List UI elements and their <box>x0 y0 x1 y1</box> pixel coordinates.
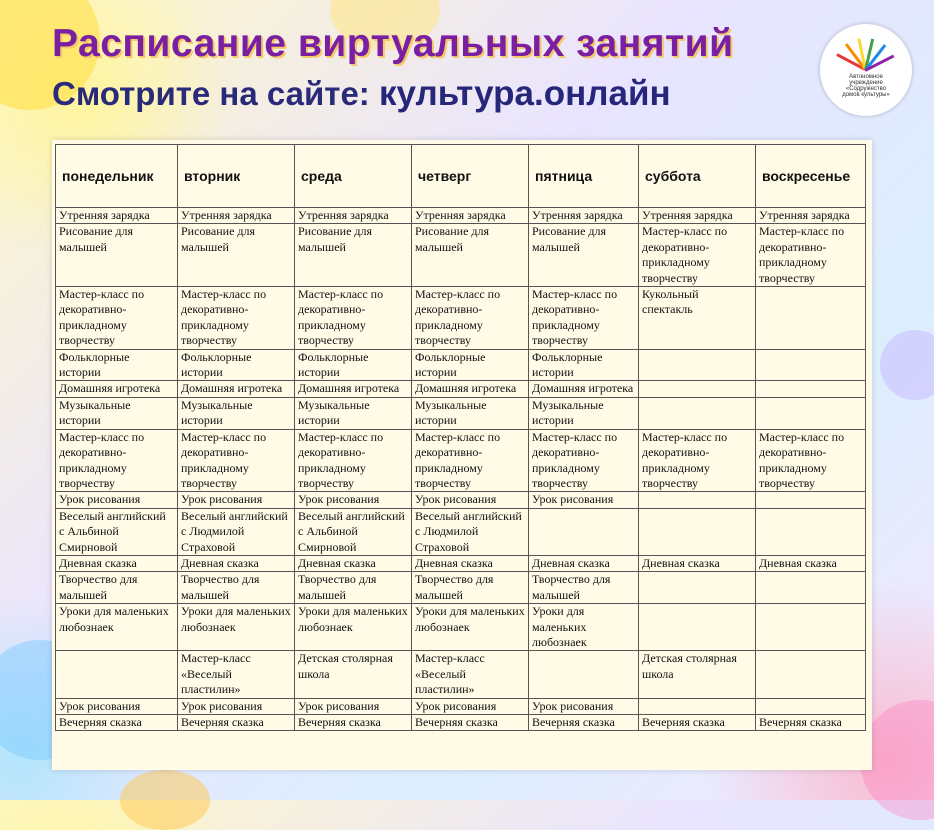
logo-text: Автономное учреждение «Содружество домов культуры» <box>842 74 890 98</box>
schedule-cell: Домашняя игротека <box>529 381 639 397</box>
schedule-cell: Вечерняя сказка <box>529 715 639 731</box>
schedule-cell: Рисование для малышей <box>56 224 178 287</box>
table-row <box>56 604 866 651</box>
schedule-cell: Мастер-класс по декоративно-прикладному творчеству <box>639 224 756 287</box>
schedule-cell <box>756 604 866 651</box>
schedule-cell: Мастер-класс «Веселый пластилин» <box>178 651 295 698</box>
schedule-cell <box>756 698 866 714</box>
schedule-cell: Мастер-класс по декоративно-прикладному творчеству <box>412 287 529 350</box>
schedule-cell <box>639 397 756 429</box>
schedule-cell: Мастер-класс по декоративно-прикладному творчеству <box>178 287 295 350</box>
schedule-cell: Мастер-класс по декоративно-прикладному творчеству <box>529 429 639 492</box>
table-row <box>56 381 866 397</box>
day-header: вторник <box>178 145 295 208</box>
schedule-cell: Мастер-класс по декоративно-прикладному творчеству <box>529 287 639 350</box>
schedule-cell: Мастер-класс по декоративно-прикладному творчеству <box>56 429 178 492</box>
schedule-cell: Урок рисования <box>412 698 529 714</box>
schedule-cell <box>529 508 639 555</box>
subtitle-prefix: Смотрите на сайте: <box>52 75 370 112</box>
table-row <box>56 698 866 714</box>
schedule-cell <box>639 508 756 555</box>
schedule-cell: Утренняя зарядка <box>56 208 178 224</box>
schedule-cell: Урок рисования <box>178 698 295 714</box>
schedule-cell: Музыкальные истории <box>412 397 529 429</box>
table-row <box>56 429 866 492</box>
schedule-cell: Рисование для малышей <box>529 224 639 287</box>
schedule-cell: Фольклорные истории <box>178 349 295 381</box>
schedule-cell: Фольклорные истории <box>295 349 412 381</box>
schedule-cell: Мастер-класс по декоративно-прикладному творчеству <box>756 429 866 492</box>
day-header: воскресенье <box>756 145 866 208</box>
table-row <box>56 224 866 287</box>
schedule-cell: Утренняя зарядка <box>412 208 529 224</box>
schedule-cell <box>639 492 756 508</box>
schedule-cell <box>756 492 866 508</box>
schedule-cell: Дневная сказка <box>756 555 866 571</box>
day-header: пятница <box>529 145 639 208</box>
schedule-cell: Урок рисования <box>178 492 295 508</box>
schedule-cell: Фольклорные истории <box>56 349 178 381</box>
schedule-cell: Утренняя зарядка <box>639 208 756 224</box>
schedule-cell <box>756 651 866 698</box>
decorative-flower <box>880 330 934 400</box>
table-row <box>56 572 866 604</box>
schedule-cell <box>756 397 866 429</box>
schedule-cell: Утренняя зарядка <box>178 208 295 224</box>
schedule-cell: Урок рисования <box>56 492 178 508</box>
schedule-cell: Мастер-класс по декоративно-прикладному творчеству <box>178 429 295 492</box>
schedule-cell: Уроки для маленьких любознаек <box>295 604 412 651</box>
schedule-cell: Мастер-класс по декоративно-прикладному творчеству <box>756 224 866 287</box>
schedule-cell: Домашняя игротека <box>56 381 178 397</box>
schedule-cell: Урок рисования <box>529 698 639 714</box>
schedule-cell: Мастер-класс по декоративно-прикладному творчеству <box>56 287 178 350</box>
schedule-cell <box>756 572 866 604</box>
schedule-cell: Вечерняя сказка <box>756 715 866 731</box>
table-row <box>56 715 866 731</box>
schedule-cell: Рисование для малышей <box>412 224 529 287</box>
schedule-table <box>55 144 866 731</box>
table-body <box>56 208 866 731</box>
day-header: понедельник <box>56 145 178 208</box>
schedule-cell: Творчество для малышей <box>412 572 529 604</box>
schedule-cell: Детская столярная школа <box>295 651 412 698</box>
schedule-cell: Творчество для малышей <box>56 572 178 604</box>
schedule-cell <box>756 287 866 350</box>
schedule-cell <box>639 698 756 714</box>
schedule-cell: Музыкальные истории <box>56 397 178 429</box>
schedule-cell: Домашняя игротека <box>178 381 295 397</box>
organization-logo <box>820 24 912 116</box>
schedule-cell <box>756 508 866 555</box>
table-row <box>56 508 866 555</box>
schedule-cell: Урок рисования <box>529 492 639 508</box>
schedule-cell: Урок рисования <box>295 492 412 508</box>
schedule-cell: Творчество для малышей <box>529 572 639 604</box>
schedule-cell <box>56 651 178 698</box>
schedule-cell: Музыкальные истории <box>295 397 412 429</box>
table-row <box>56 651 866 698</box>
table-row <box>56 492 866 508</box>
schedule-cell: Уроки для маленьких любознаек <box>529 604 639 651</box>
schedule-cell: Уроки для маленьких любознаек <box>412 604 529 651</box>
day-header: суббота <box>639 145 756 208</box>
day-header: четверг <box>412 145 529 208</box>
schedule-cell: Кукольный спектакль <box>639 287 756 350</box>
schedule-cell: Веселый английский с Альбиной Смирновой <box>56 508 178 555</box>
schedule-cell: Веселый английский с Альбиной Смирновой <box>295 508 412 555</box>
decorative-flower <box>120 770 210 830</box>
schedule-cell <box>639 381 756 397</box>
page-title: Расписание виртуальных занятий <box>52 22 734 65</box>
schedule-cell: Веселый английский с Людмилой Страховой <box>178 508 295 555</box>
schedule-cell: Фольклорные истории <box>412 349 529 381</box>
schedule-cell: Урок рисования <box>56 698 178 714</box>
schedule-cell: Утренняя зарядка <box>529 208 639 224</box>
table-row <box>56 397 866 429</box>
schedule-cell <box>756 349 866 381</box>
schedule-cell: Мастер-класс по декоративно-прикладному творчеству <box>295 287 412 350</box>
schedule-cell: Вечерняя сказка <box>56 715 178 731</box>
schedule-cell: Вечерняя сказка <box>178 715 295 731</box>
schedule-cell: Вечерняя сказка <box>639 715 756 731</box>
schedule-cell: Дневная сказка <box>639 555 756 571</box>
schedule-cell <box>639 572 756 604</box>
schedule-cell: Дневная сказка <box>412 555 529 571</box>
schedule-cell: Урок рисования <box>295 698 412 714</box>
day-header: среда <box>295 145 412 208</box>
schedule-cell: Утренняя зарядка <box>295 208 412 224</box>
site-link[interactable]: культура.онлайн <box>378 74 671 113</box>
schedule-cell <box>756 381 866 397</box>
schedule-cell: Детская столярная школа <box>639 651 756 698</box>
schedule-cell: Фольклорные истории <box>529 349 639 381</box>
table-row <box>56 349 866 381</box>
page-subtitle <box>52 74 671 114</box>
schedule-cell: Дневная сказка <box>56 555 178 571</box>
schedule-cell: Творчество для малышей <box>295 572 412 604</box>
schedule-cell: Музыкальные истории <box>178 397 295 429</box>
schedule-cell: Урок рисования <box>412 492 529 508</box>
schedule-cell: Мастер-класс по декоративно-прикладному творчеству <box>295 429 412 492</box>
table-row <box>56 208 866 224</box>
schedule-cell: Мастер-класс по декоративно-прикладному творчеству <box>412 429 529 492</box>
schedule-cell: Вечерняя сказка <box>295 715 412 731</box>
schedule-cell: Рисование для малышей <box>178 224 295 287</box>
table-header-row <box>56 145 866 208</box>
table-row <box>56 555 866 571</box>
schedule-cell: Утренняя зарядка <box>756 208 866 224</box>
schedule-cell: Дневная сказка <box>529 555 639 571</box>
schedule-cell: Дневная сказка <box>178 555 295 571</box>
schedule-cell: Уроки для маленьких любознаек <box>178 604 295 651</box>
schedule-cell: Музыкальные истории <box>529 397 639 429</box>
schedule-cell: Веселый английский с Людмилой Страховой <box>412 508 529 555</box>
schedule-cell: Мастер-класс «Веселый пластилин» <box>412 651 529 698</box>
schedule-cell: Уроки для маленьких любознаек <box>56 604 178 651</box>
schedule-cell: Вечерняя сказка <box>412 715 529 731</box>
schedule-cell <box>639 604 756 651</box>
schedule-cell: Домашняя игротека <box>412 381 529 397</box>
schedule-cell: Творчество для малышей <box>178 572 295 604</box>
schedule-cell: Домашняя игротека <box>295 381 412 397</box>
table-row <box>56 287 866 350</box>
schedule-sheet <box>52 140 872 770</box>
schedule-cell <box>529 651 639 698</box>
schedule-cell <box>639 349 756 381</box>
schedule-cell: Дневная сказка <box>295 555 412 571</box>
schedule-cell: Мастер-класс по декоративно-прикладному творчеству <box>639 429 756 492</box>
schedule-cell: Рисование для малышей <box>295 224 412 287</box>
